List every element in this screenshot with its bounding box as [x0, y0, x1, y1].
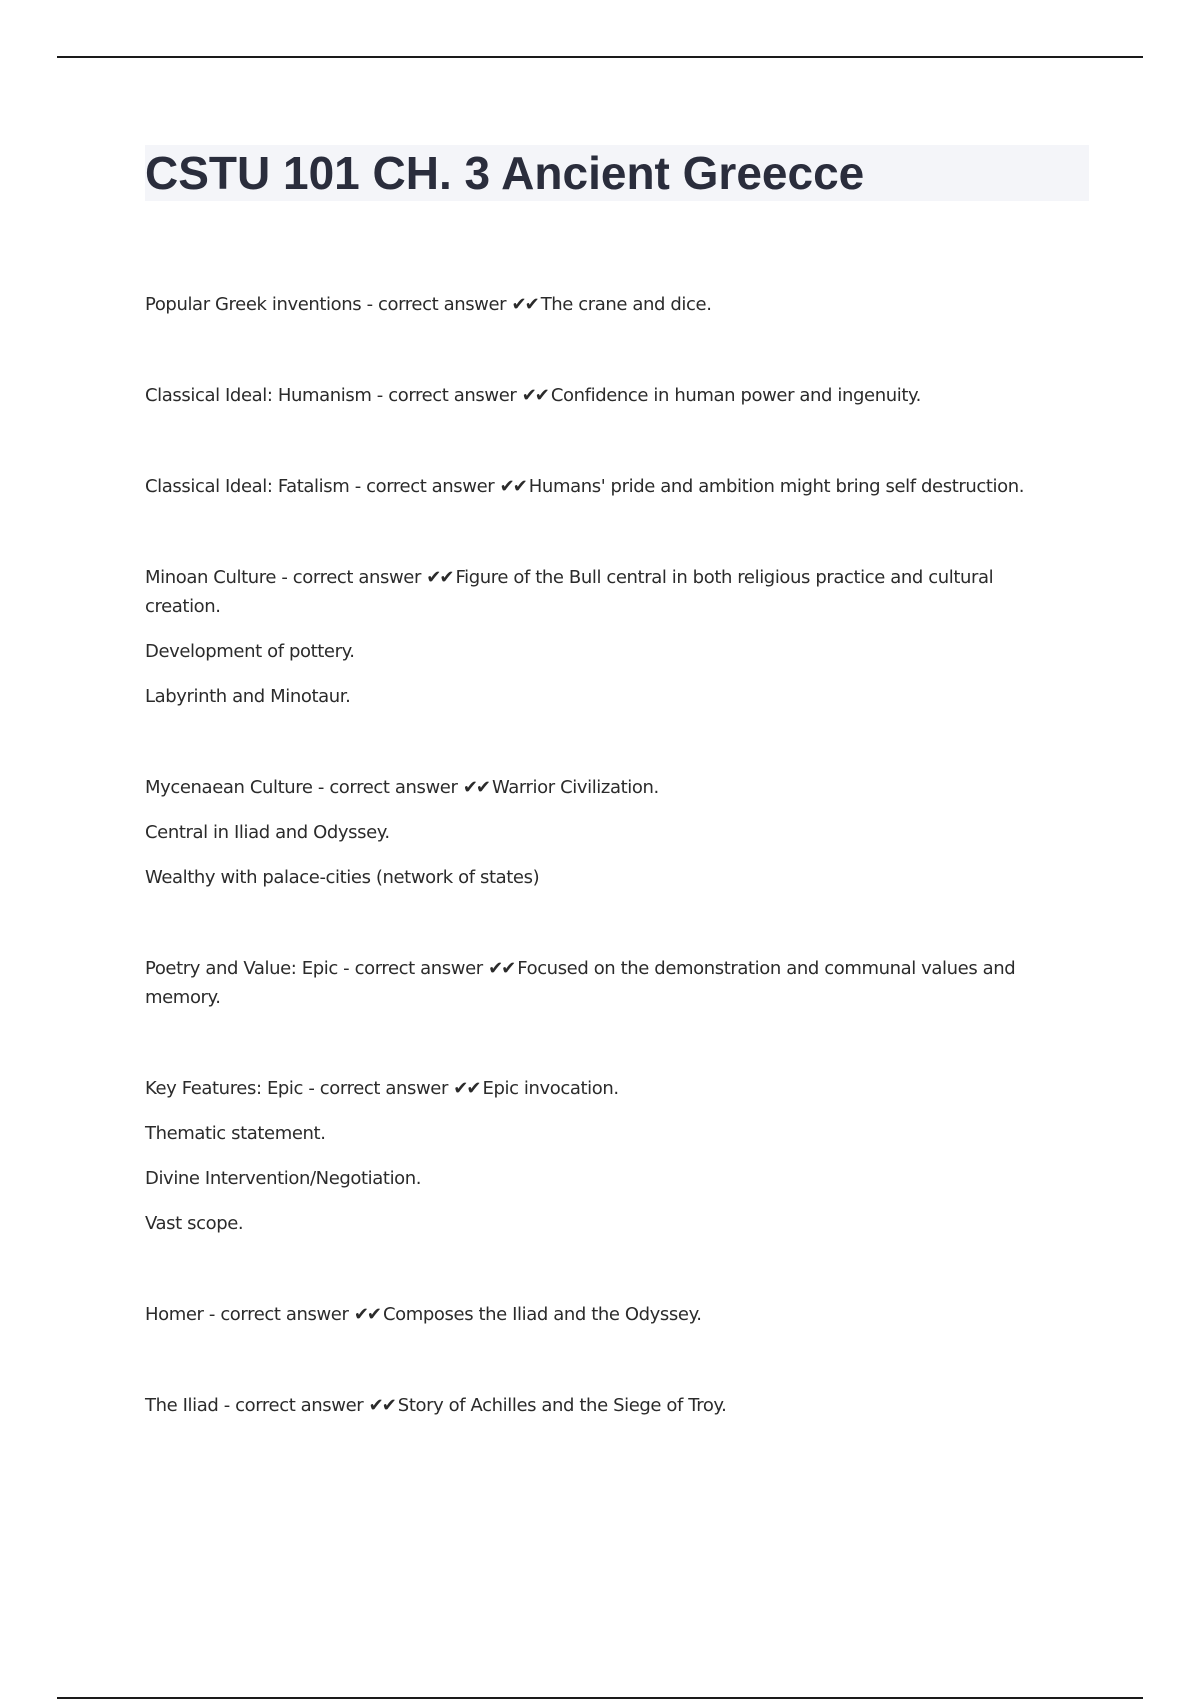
double-check-icon: ✔✔	[462, 777, 489, 798]
double-check-icon: ✔✔	[511, 294, 538, 315]
separator-text: -	[349, 476, 367, 497]
answer-continuation: Wealthy with palace-cities (network of states)	[145, 867, 540, 888]
answer-continuation: Labyrinth and Minotaur.	[145, 686, 351, 707]
term-text: Key Features: Epic	[145, 1078, 304, 1099]
qa-entry	[145, 290, 1070, 319]
qa-entry	[145, 381, 1070, 410]
answer-marker: correct answer	[220, 1304, 349, 1325]
separator-text: -	[276, 567, 293, 588]
qa-line	[145, 290, 1070, 319]
qa-line	[145, 1391, 1070, 1420]
qa-entry	[145, 954, 1070, 1012]
answer-marker: correct answer	[319, 1078, 448, 1099]
qa-entry	[145, 1300, 1070, 1329]
separator-text: -	[337, 958, 355, 979]
page-title: CSTU 101 CH. 3 Ancient Greecce	[145, 147, 865, 199]
answer-text: Humans' pride and ambition might bring self destruction.	[528, 476, 1025, 497]
separator-text: -	[303, 1078, 320, 1099]
answer-marker: correct answer	[378, 294, 507, 315]
qa-line	[145, 1300, 1070, 1329]
separator-text: -	[218, 1395, 236, 1416]
qa-line	[145, 773, 1070, 802]
double-check-icon: ✔✔	[488, 958, 515, 979]
double-check-icon: ✔✔	[453, 1078, 480, 1099]
qa-line	[145, 472, 1070, 501]
answer-continuation: Vast scope.	[145, 1213, 244, 1234]
qa-line	[145, 381, 1070, 410]
answer-marker: correct answer	[366, 476, 495, 497]
term-text: Classical Ideal: Humanism	[145, 385, 372, 406]
answer-text: The crane and dice.	[540, 294, 712, 315]
qa-entry	[145, 472, 1070, 501]
title-banner	[145, 145, 1089, 201]
answer-marker: correct answer	[388, 385, 517, 406]
answer-text: Confidence in human power and ingenuity.	[550, 385, 921, 406]
double-check-icon: ✔✔	[368, 1395, 395, 1416]
answer-text: Focused on the demonstration and communal values and memory.	[145, 958, 1016, 1008]
answer-text: Story of Achilles and the Siege of Troy.	[397, 1395, 727, 1416]
separator-text: -	[361, 294, 379, 315]
answer-marker: correct answer	[292, 567, 421, 588]
term-text: The Iliad	[145, 1395, 219, 1416]
qa-line	[145, 954, 1070, 1012]
answer-marker: correct answer	[354, 958, 483, 979]
flashcard-list	[145, 290, 1070, 1482]
top-rule	[57, 56, 1143, 58]
separator-text: -	[312, 777, 330, 798]
qa-entry	[145, 1074, 1070, 1238]
double-check-icon: ✔✔	[499, 476, 526, 497]
term-text: Minoan Culture	[145, 567, 277, 588]
separator-text: -	[203, 1304, 221, 1325]
term-text: Poetry and Value: Epic	[145, 958, 338, 979]
double-check-icon: ✔✔	[521, 385, 548, 406]
qa-entry	[145, 773, 1070, 892]
qa-entry	[145, 1391, 1070, 1420]
answer-continuation: Development of pottery.	[145, 641, 355, 662]
term-text: Popular Greek inventions	[145, 294, 362, 315]
answer-text: Composes the Iliad and the Odyssey.	[382, 1304, 702, 1325]
answer-marker: correct answer	[235, 1395, 364, 1416]
answer-text: Epic invocation.	[482, 1078, 619, 1099]
answer-text: Warrior Civilization.	[491, 777, 659, 798]
double-check-icon: ✔✔	[426, 567, 453, 588]
term-text: Classical Ideal: Fatalism	[145, 476, 350, 497]
qa-entry	[145, 563, 1070, 711]
answer-marker: correct answer	[329, 777, 458, 798]
answer-continuation: Central in Iliad and Odyssey.	[145, 822, 390, 843]
term-text: Homer	[145, 1304, 204, 1325]
qa-line	[145, 563, 1070, 621]
answer-continuation: Divine Intervention/Negotiation.	[145, 1168, 422, 1189]
bottom-rule	[57, 1697, 1143, 1699]
double-check-icon: ✔✔	[353, 1304, 380, 1325]
term-text: Mycenaean Culture	[145, 777, 313, 798]
qa-line	[145, 1074, 1070, 1103]
answer-continuation: Thematic statement.	[145, 1123, 326, 1144]
separator-text: -	[371, 385, 389, 406]
answer-text: Figure of the Bull central in both religious practice and cultural creation.	[145, 567, 994, 617]
